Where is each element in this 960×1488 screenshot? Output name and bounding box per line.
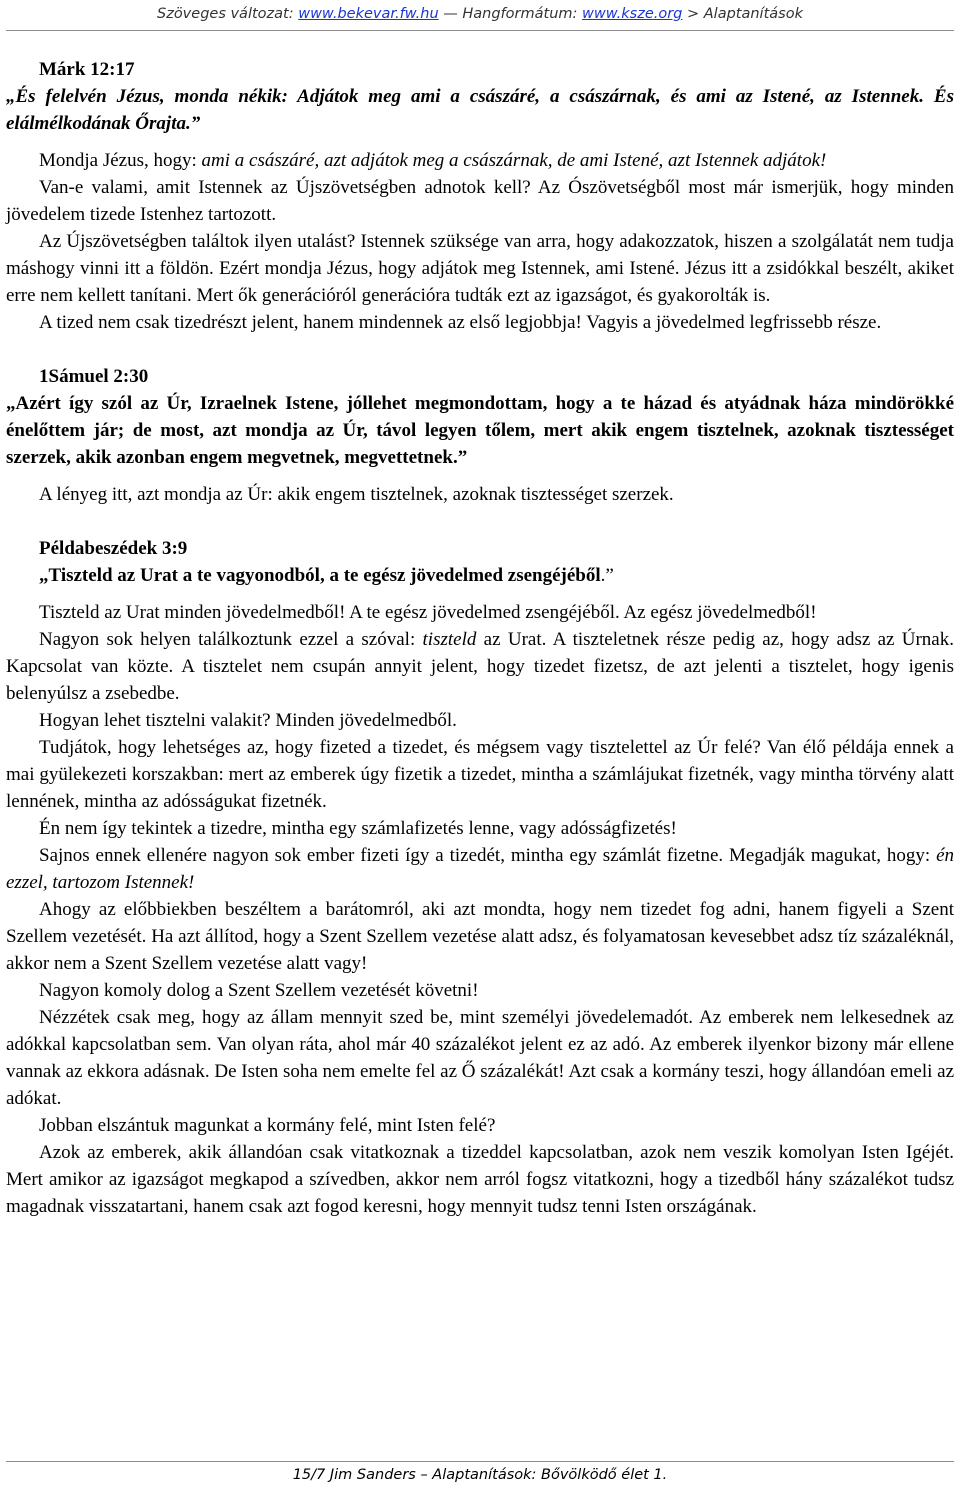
verse-quote: „Tiszteld az Urat a te vagyonodból, a te egész jövedelmed zsengéjéből.” <box>39 565 614 586</box>
paragraph: A lényeg itt, azt mondja az Úr: akik engem tisztelnek, azoknak tisztességet szerzek. <box>39 484 674 505</box>
emphasis: ami a császáré, azt adjátok meg a császárnak, de ami Istené, azt Istennek adjátok! <box>201 150 827 171</box>
verse-reference: Márk 12:17 <box>39 59 135 80</box>
paragraph: Jobban elszántuk magunkat a kormány felé, mint Isten felé? <box>39 1115 496 1136</box>
paragraph: Én nem így tekintek a tizedre, mintha egy számlafizetés lenne, vagy adósságfizetés! <box>39 818 677 839</box>
header-middle: — Hangformátum: <box>438 6 582 22</box>
bekevar-link[interactable]: www.bekevar.fw.hu <box>298 6 439 22</box>
header-divider <box>6 30 954 31</box>
paragraph: A tized nem csak tizedrészt jelent, hanem mindennek az első legjobbja! Vagyis a jövedelmed legfrissebb része. <box>39 312 882 333</box>
paragraph: Nagyon komoly dolog a Szent Szellem vezetését követni! <box>39 980 479 1001</box>
paragraph: Van-e valami, amit Istennek az Újszövetségben adnotok kell? Az Ószövetségből most már ismerjük, hogy minden jövedelem tizede Istenhez tartozott. <box>6 177 954 225</box>
emphasis: tiszteld <box>422 629 477 650</box>
document-body <box>6 56 954 1220</box>
paragraph: Az Újszövetségben találtok ilyen utalást? Istennek szüksége van arra, hogy adakozzatok, hiszen a szolgálatát nem tudja máshogy vinni itt a földön. Ezért mondja Jézus, hogy adjátok meg Istennek, ami Istené. Jézus itt a zsidókkal beszélt, akiket erre nem kellett tanítani. Mert ők generációról generációra tudták ezt az igazságot, és gyakorolták is. <box>6 231 954 306</box>
verse-reference: Példabeszédek 3:9 <box>39 538 188 559</box>
paragraph: Tiszteld az Urat minden jövedelmedből! A te egész jövedelmed zsengéjéből. Az egész jövedelmedből! <box>39 602 817 623</box>
ksze-link[interactable]: www.ksze.org <box>582 6 683 22</box>
header-suffix: > Alaptanítások <box>682 6 803 22</box>
paragraph: Azok az emberek, akik állandóan csak vitatkoznak a tizeddel kapcsolatban, azok nem veszik komolyan Isten Igéjét. Mert amikor az igazságot megkapod a szívedben, akkor nem arról fogsz vitatkozni, hogy a tizedből hány százalékot tudsz magadnak visszatartani, hanem csak azt fogod keresni, hogy mennyit tudsz tenni Isten országának. <box>6 1142 954 1217</box>
verse-quote: „Azért így szól az Úr, Izraelnek Istene, jóllehet megmondottam, hogy a te házad és atyádnak háza mindörökké énelőttem jár; de most, azt mondja az Úr, távol legyen tőlem, mert akik engem tisztelnek, azoknak tisztességet szerzek, akik azonban engem megvetnek, megvettetnek.” <box>6 393 954 468</box>
page-header <box>0 0 960 28</box>
paragraph: Nagyon sok helyen találkoztunk ezzel a szóval: tiszteld az Urat. A tiszteletnek része pedig az, hogy adsz az Úrnak. Kapcsolat van közte. A tisztelet nem csupán annyit jelent, hogy tizedet fizetsz, de azt jelenti a tisztelet, hogy igenis belenyúlsz a zsebedbe. <box>6 629 954 704</box>
emphasis: én ezzel, tartozom Istennek! <box>6 845 954 893</box>
header-prefix: Szöveges változat: <box>157 6 299 22</box>
verse-reference: 1Sámuel 2:30 <box>39 366 149 387</box>
page-footer: 15/7 Jim Sanders – Alaptanítások: Bővölködő élet 1. <box>292 1467 668 1483</box>
paragraph: Tudjátok, hogy lehetséges az, hogy fizeted a tizedet, és mégsem vagy tisztelettel az Úr felé? Van élő példája ennek a mai gyülekezeti korszakban: mert az emberek úgy fizetik a tizedet, mintha a számlájukat fizetnék, vagy mintha törvény alatt lennének, mintha az adósságukat fizetnék. <box>6 737 954 812</box>
paragraph: Nézzétek csak meg, hogy az állam mennyit szed be, mint személyi jövedelemadót. Az emberek nem lelkesednek az adókkal kapcsolatban sem. Van olyan ráta, ahol már 40 százalékot jelent ez az adó. Az emberek ilyenkor bizony már ellene vannak az ekkora adásnak. De Isten soha nem emelte fel az Ő százalékát! Azt csak a kormány teszi, hogy állandóan emeli az adókat. <box>6 1007 954 1109</box>
paragraph: Ahogy az előbbiekben beszéltem a barátomról, aki azt mondta, hogy nem tizedet fog adni, hanem figyeli a Szent Szellem vezetését. Ha azt állítod, hogy a Szent Szellem vezetése alatt adsz, és folyamatosan kevesebbet adsz tíz százaléknál, akkor nem a Szent Szellem vezetése alatt vagy! <box>6 899 954 974</box>
paragraph: Sajnos ennek ellenére nagyon sok ember fizeti így a tizedét, mintha egy számlát fizetne. Megadják magukat, hogy: én ezzel, tartozom Istennek! <box>6 845 954 893</box>
paragraph: Mondja Jézus, hogy: ami a császáré, azt adjátok meg a császárnak, de ami Istené, azt Istennek adjátok! <box>39 150 827 171</box>
footer-divider <box>6 1461 954 1462</box>
verse-quote: „És felelvén Jézus, monda nékik: Adjátok meg ami a császáré, a császárnak, és ami az Istené, az Istennek. És elálmélkodának Őrajta.” <box>6 86 954 134</box>
paragraph: Hogyan lehet tisztelni valakit? Minden jövedelmedből. <box>39 710 457 731</box>
